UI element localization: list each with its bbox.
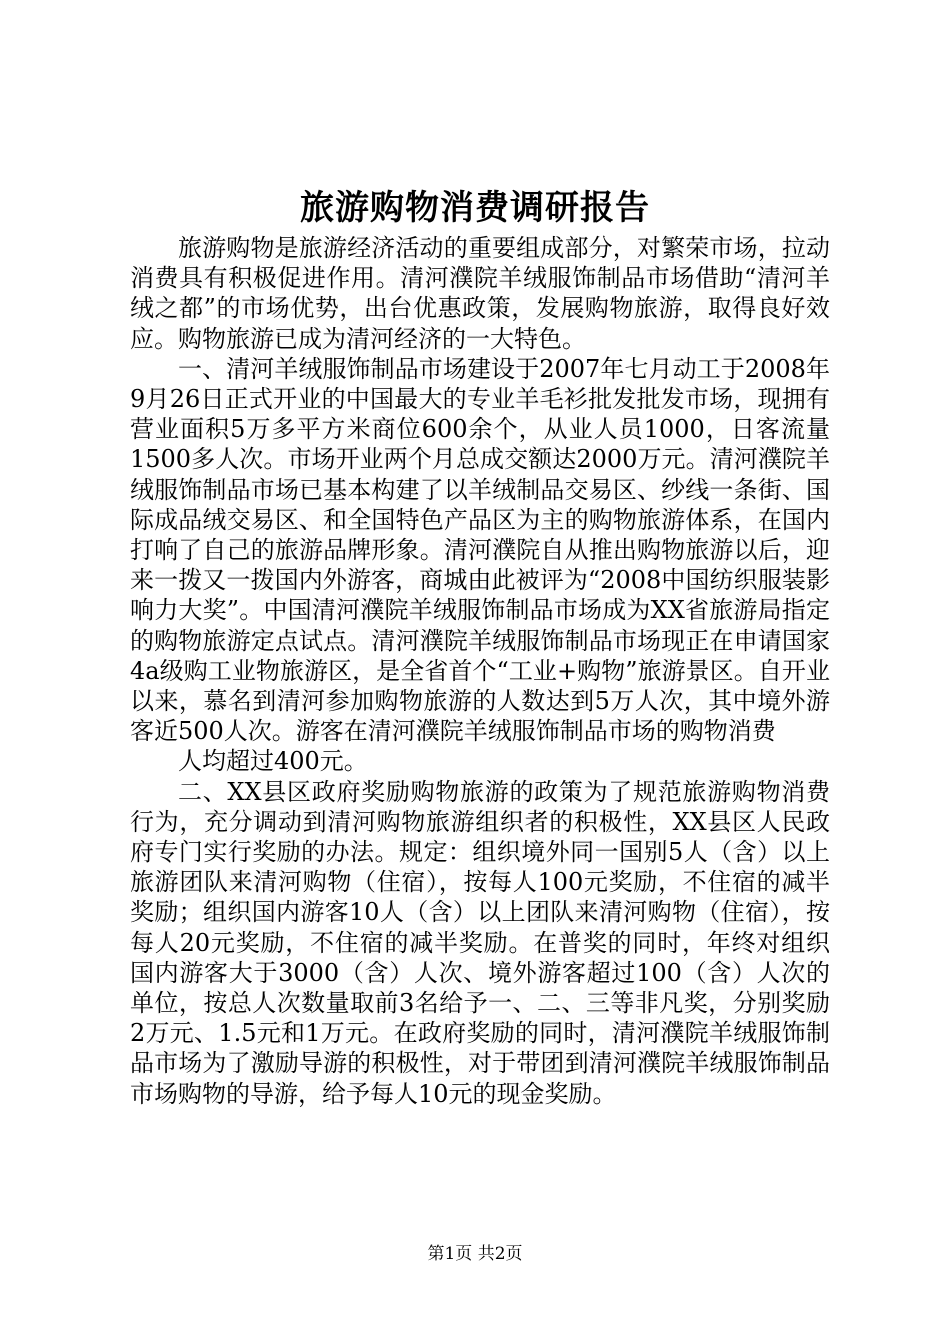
paragraph-section-1: 一、清河羊绒服饰制品市场建设于2007年七月动工于2008年9月26日正式开业的中国最大的专业羊毛衫批发批发市场，现拥有营业面积5万多平方米商位600余个，从业人员1000，日客流量1500多人次。市场开业两个月总成交额达2000万元。清河濮院羊绒服饰制品市场已基本构建了以羊绒制品交易区、纱线一条街、国际成品绒交易区、和全国特色产品区为主的购物旅游体系，在国内打响了自己的旅游品牌形象。清河濮院自从推出购物旅游以后，迎来一拨又一拨国内外游客，商城由此被评为“2008中国纺织服装影响力大奖”。中国清河濮院羊绒服饰制品市场成为XX省旅游局指定的购物旅游定点试点。清河濮院羊绒服饰制品市场现正在申请国家4a级购工业物旅游区，是全省首个“工业+购物”旅游景区。自开业以来，慕名到清河参加购物旅游的人数达到5万人次，其中境外游客近500人次。游客在清河濮院羊绒服饰制品市场的购物消费	[130, 354, 830, 746]
paragraph-section-2: 二、XX县区政府奖励购物旅游的政策为了规范旅游购物消费行为，充分调动到清河购物旅游组织者的积极性，XX县区人民政府专门实行奖励的办法。规定：组织境外同一国别5人（含）以上旅游团队来清河购物（住宿），按每人100元奖励，不住宿的减半奖励；组织国内游客10人（含）以上团队来清河购物（住宿），按每人20元奖励，不住宿的减半奖励。在普奖的同时，年终对组织国内游客大于3000（含）人次、境外游客超过100（含）人次的单位，按总人次数量取前3名给予一、二、三等非凡奖，分别奖励2万元、1.5元和1万元。在政府奖励的同时，清河濮院羊绒服饰制品市场为了激励导游的积极性，对于带团到清河濮院羊绒服饰制品市场购物的导游，给予每人10元的现金奖励。	[130, 777, 830, 1108]
page-number-footer: 第1页 共2页	[427, 1244, 523, 1264]
document-title: 旅游购物消费调研报告	[300, 188, 650, 228]
paragraph-intro: 旅游购物是旅游经济活动的重要组成部分，对繁荣市场，拉动消费具有积极促进作用。清河濮院羊绒服饰制品市场借助“清河羊绒之都”的市场优势，出台优惠政策，发展购物旅游，取得良好效应。购物旅游已成为清河经济的一大特色。	[130, 234, 830, 353]
document-body	[130, 233, 830, 1109]
paragraph-section-1-continued: 人均超过400元。	[178, 747, 368, 776]
